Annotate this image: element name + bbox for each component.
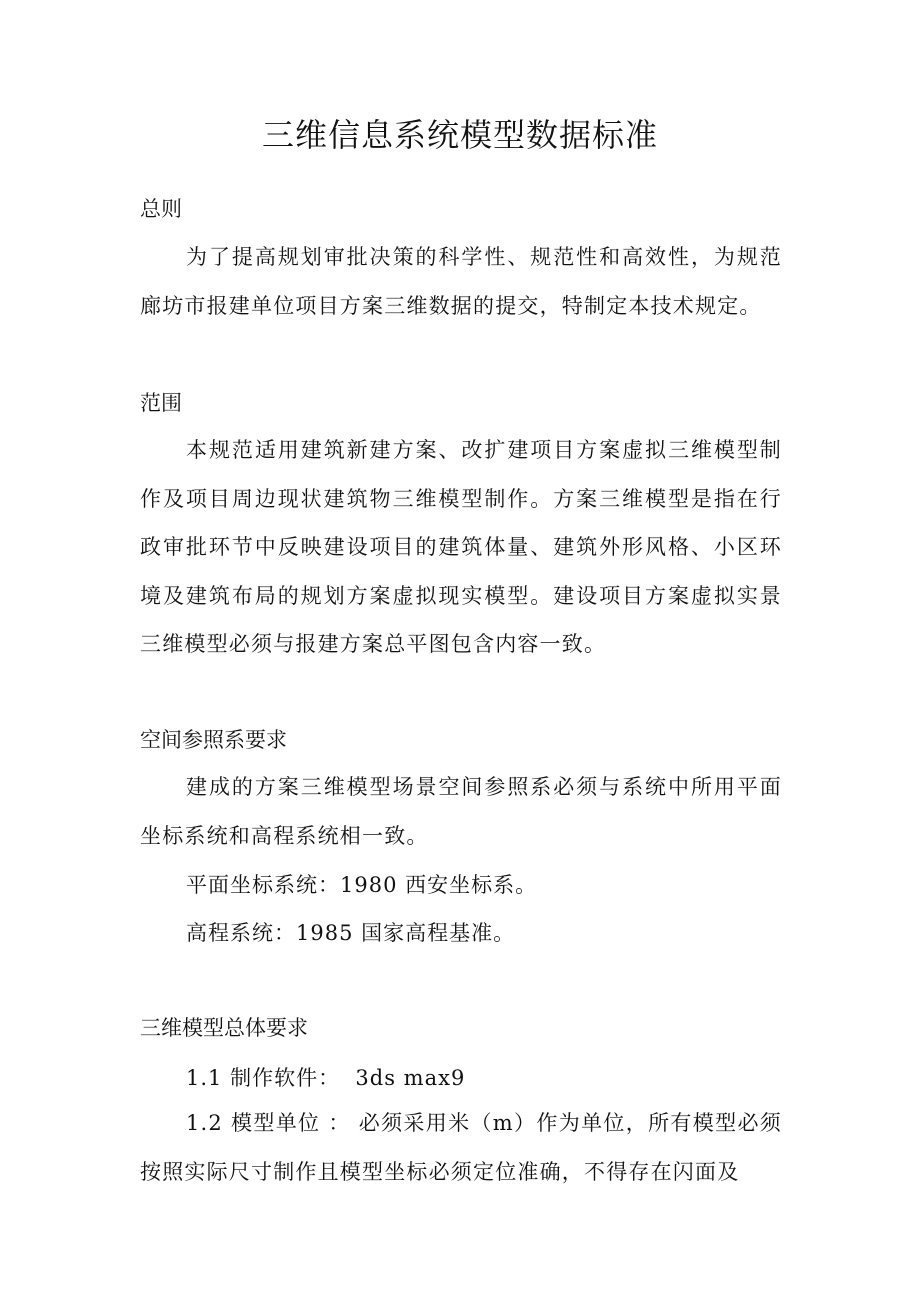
section-heading-model-requirements: 三维模型总体要求: [140, 1016, 308, 1040]
section-heading-scope: 范围: [140, 391, 182, 415]
section-heading-general: 总则: [140, 197, 182, 221]
plane-coordinate-line: 平面坐标系统：1980 西安坐标系。: [186, 873, 538, 897]
section-paragraph-general: 为了提高规划审批决策的科学性、规范性和高效性，为规范廊坊市报建单位项目方案三维数据的提交，特制定本技术规定。: [140, 245, 782, 318]
elevation-system-line: 高程系统：1985 国家高程基准。: [186, 921, 516, 945]
section-paragraph-scope: 本规范适用建筑新建方案、改扩建项目方案虚拟三维模型制作及项目周边现状建筑物三维模型制作。方案三维模型是指在行政审批环节中反映建设项目的建筑体量、建筑外形风格、小区环境及建筑布局的规划方案虚拟现实模型。建设项目方案虚拟实景三维模型必须与报建方案总平图包含内容一致。: [140, 438, 782, 656]
section-heading-spatial-reference: 空间参照系要求: [140, 728, 287, 752]
section-paragraph-spatial-reference: 建成的方案三维模型场景空间参照系必须与系统中所用平面坐标系统和高程系统相一致。: [140, 775, 782, 848]
document-title: 三维信息系统模型数据标准: [261, 116, 658, 154]
software-line: 1.1 制作软件： 3ds max9: [186, 1066, 466, 1090]
model-unit-paragraph: 1.2 模型单位 ： 必须采用米（m）作为单位，所有模型必须按照实际尺寸制作且模型坐标必须定位准确，不得存在闪面及: [140, 1111, 782, 1184]
